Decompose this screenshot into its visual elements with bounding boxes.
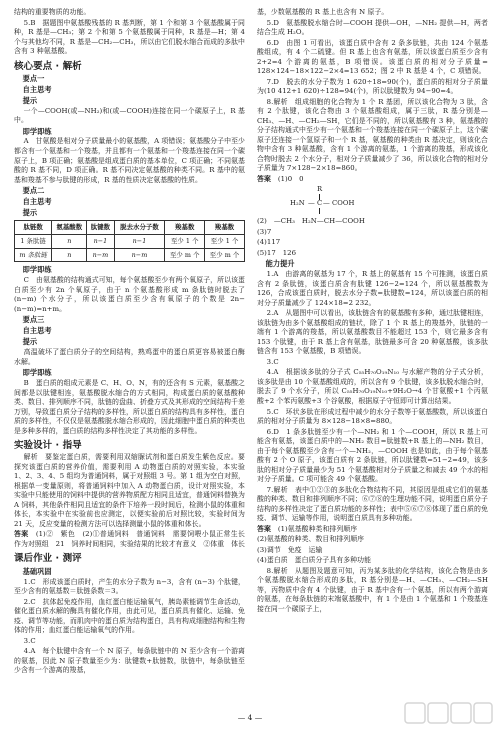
table-header-cell: 羧基数 [205,220,245,234]
section-title-core: 核心要点 · 解析 [14,60,82,72]
table-header-cell: 肽键数 [87,220,114,234]
table-cell: 至少 1 个 [205,234,245,248]
paragraph: 解析 要鉴定蛋白质，需要利用双缩脲试剂和蛋白质发生紫色反应。要探究该蛋白质的营养价值，需要利用 A 动物蛋白质的对照实验，本实验 1、2、3、4、5 组均为普通饲料，属于对照组 3 号。第 1 组为空白对照，根据单一变量原则，将普通饲料中加入 A 动物蛋白质，设计对照实验，本实验中只能使用的饲料中提供的营养物质配方相同且适宜，普通饲料替换为 A 饲料，其他条件相同且适宜的条件下培养一段时间后，检测小鼠的体重和体长，本实验中在实验前也应测定，以便实验前后对照比较，实验时间为 21 天，反应变量的检测方法可以选择测量小鼠的体重和体长。 [14,453,245,528]
paragraph: 6.D 由图 1 可看出，该蛋白质中含有 2 条多肽链，共由 124 个氨基酸组成，有 4 个二硫键。但 R 基上也含有氨基，所以该蛋白质至少含有 2+2=4 个游离的氨基，B 项错误。该蛋白质的相对分子质量= 128×124−18×122−2×4=13 652；图 2 中 R 基是 4 个，C 项错误。 [257,38,488,76]
paragraph: 7.D 脱去的水分子数为 1 620÷18=90(个)，蛋白质的相对分子质量为(10 412+1 620)÷128=94(个)，所以肽键数为 94−90=4。 [257,77,488,96]
paragraph: 4.A 根据该多肽的分子式 C₅₅H₇₀O₁₉N₁₀ 与水解产物的分子式分析，该多肽是由 10 个氨基酸组成的，所以含有 9 个肽键，该多肽脱水缩合时，脱去了 9 个水分子，所以 C₅₅H₇₀O₁₉N₁₀+9H₂O→4 个甘氨酸+1 个丙氨酸+2 个苯丙氨酸+3 个谷氨酸，根据原子守恒即可计算出结果。 [257,368,488,405]
answer-text: (1)② 紫色 (2)①普通饲料 普通饲料 需要饲喂小鼠正常生长 作为对照组 21 饲养时间相同，实验结果的比较才有意义 ②体重 体长 [14,530,252,548]
table-cell: 至少 1 个 [165,234,205,248]
answer-text: (1)氨基酸种类和排列顺序 [277,524,358,533]
subsection-self-think-2: 自主思考 [22,196,52,206]
table-header-cell: 肽链数 [15,220,52,234]
answer-line: (2) —CH₃ H₂N—CH—COOH [257,217,365,226]
answer-line: (3)7 [257,227,272,236]
table-row [15,248,245,262]
table-cell: 至少 m 个 [165,248,205,262]
paragraph: 1.C 形成该蛋白质时，产生的水分子数为 n−3，含有 (n−3) 个肽键，至少含有的氨基数＝肽链条数＝3。 [14,577,245,596]
answer-line: (5)17 126 [257,248,297,257]
table-header-cell: 氨基酸数 [52,220,87,234]
formula-bond-bottom [319,208,320,214]
subsection-point-3: 要点三 [22,315,45,325]
subsection-self-think-1: 自主思考 [22,84,52,94]
answer-line: (4)117 [257,238,281,247]
paragraph: 高温破坏了蛋白质分子的空间结构，熟鸡蛋中的蛋白质更容易被蛋白酶水解。 [14,348,245,366]
answer-text: (1)0 0 [277,174,304,183]
formula-alpha-carbon: C [317,199,323,208]
table-header-row [15,220,245,234]
subsection-practice-1: 即学即练 [22,126,52,136]
paragraph: 5.B 据题图中氨基酸残基的 R 基判断，第 1 个和第 3 个氨基酸属于同种，R 基是—CH₃；第 2 个和第 5 个氨基酸属于同种，R 基是—H；第 4 个与其他均不同，R 基是—CH₂—CH₃，所以由它们脱水缩合而成的多肽中含有 3 种氨基酸。 [14,18,245,56]
answer-line: (2)氨基酸的种类、数目和排列顺序 [257,535,365,544]
right-column [257,8,488,693]
subsection-hint-3: 提示 [22,337,38,347]
table-row [15,234,245,248]
paragraph: 2.C 抗体起免疫作用，血红蛋白能运输氧气，胰岛素能调节生命活动，催化蛋白质水解的酶具有催化作用，由此可见，蛋白质具有催化、运输、免疫、调节等功能，而肌肉中的蛋白质为结构蛋白，具有构成细胞结构和生物体的作用；血红蛋白能运输氧气的作用。 [14,597,245,635]
paragraph: 4.A 每个肽键中含有一个 N 原子，每条肽链中的 N 至少含有一个游离的氨基，因此 N 原子数量至少为：肽键数+肽链数，肽链中，每条肽链至少含有一个游离的羧基， [14,647,245,675]
answer-label: 答案 [257,174,271,183]
subsection-practice-3: 即学即练 [22,368,52,378]
table-cell: m 条肽链 [15,248,52,262]
answer-paragraph [257,175,488,185]
table-cell: n [52,248,87,262]
answer-paragraph [257,525,488,535]
left-column [14,8,252,693]
table-header-cell: 羧基数 [165,220,205,234]
subsection-point-1: 要点一 [22,73,45,83]
paragraph: 3.C [266,357,279,366]
section-title-homework: 课后作业 · 测评 [14,553,82,565]
section-title-experiment: 实验设计 · 指导 [14,440,82,452]
paragraph: 8.解析 从题图及题意可知，丙为某多肽的化学结构，该化合物是由多个氨基酸脱水缩合形成的多肽，R 基分别是—H、—CH₃、—CH₂—SH 等，丙物质中含有 4 个肽键，由于 R 基中含有一个氨基，所以有两个游离的氨基，在每条肽链的末端氨基酸中，有 1 个是由 1 个氨基和 1 个羧基连接在同一个碳原子上， [257,566,488,613]
answer-paragraph [14,530,252,549]
paragraph: 基，少数氨基酸的 R 基上也含有 N 原子。 [257,8,389,16]
subsection-improve: 能力提升 [265,259,295,269]
paragraph: 5.C 环状多肽在形成过程中减少的水分子数等于氨基酸数，所以该蛋白质的相对分子质量为 8×128−18×8=880。 [257,407,488,426]
subsection-self-think-3: 自主思考 [22,326,52,336]
paragraph: 7.解析 表中①②③的多肽化合物结构不同，其原因是组成它们的氨基酸的种类、数目和排列顺序不同；⑥⑦⑧的生理功能不同，说明蛋白质分子结构的多样性决定了蛋白质功能的多样性；表中⑤⑥⑦⑧体现了蛋白质的免疫、调节、运输等作用，说明蛋白质具有多种功能。 [257,485,488,523]
subsection-basic: 基础巩固 [22,566,52,576]
paragraph: 5.D 氨基酸脱水缩合时—COOH 提供—OH，—NH₂ 提供—H，两者结合生成 H₂O。 [257,18,488,37]
paragraph: A 甘氨酸是相对分子质量最小的氨基酸，A 项错误；氨基酸分子中至少都含有一个氨基和一个羧基，并且都有一个氨基和一个羧基连接在同一个碳原子上，B 项正确；氨基酸是组成蛋白质的基本单位，C 项正确；不同氨基酸的 R 基不同，D 项正确。R 基不同决定氨基酸的种类不同。R 基中的氨基和羧基不参与肽键的形成，R 基的性质决定氨基酸的性质。 [14,137,245,184]
answer-label: 答案 [14,530,29,539]
table-cell: n−m [87,248,114,262]
table-cell: n−1 [87,234,114,248]
paragraph: C 由氨基酸的结构通式可知，每个氨基酸至少有两个氧原子，所以该蛋白质至少有 2n 个氧原子，由于 n 个氨基酸形成 m 条肽链时脱去了 (n−m) 个水分子，所以该蛋白质至少含有氧原子的个数是 2n−(n−m)=n+m。 [14,276,245,313]
amino-acid-structural-formula: R H₂N — C — COOH [290,185,355,208]
paragraph: 6.D 1 条多肽链至少有一个—NH₂ 和 1 个—COOH，所以 R 基上可能含有氨基，该蛋白质中的—NH₂ 数目=肽链数+R 基上的—NH₂ 数目，由于每个氨基酸至少含有一个—NH₂，—COOH 也是如此，由于每个氨基酸有 2 个 O 原子，该蛋白质有 2 条肽链，所以肽键数=51−2=49，该多肽的相对分子质量最少为 51 个氨基酸相对分子质量之和减去 49 个水的相对分子质量。C 项可能含 49 个氨基酸。 [257,427,488,484]
table-header-cell: 脱去水分子数 [114,220,165,234]
amino-acid-table [14,220,245,262]
subsection-hint-1: 提示 [22,95,38,105]
subsection-hint-2: 提示 [22,207,38,217]
answer-line: (4)蛋白质 蛋白质分子具有多种功能 [257,556,372,565]
paragraph: B 蛋白质的组成元素是 C、H、O、N，有的还含有 S 元素，氨基酸之间都是以肽键相连，氨基酸脱水缩合的方式相同，构成蛋白质的氨基酸种类、数目、排列顺序不同，肽链的盘曲、折叠方式及其形成的空间结构千差万别，导致蛋白质分子结构的多样性，所以蛋白质的结构具有多样性，蛋白质的多样性，不仅仅是氨基酸脱水缩合形成的，因此细胞中蛋白质的种类也是多种多样的，蛋白质的结构多样性决定了其功能的多样性。 [14,379,245,435]
paragraph: 8.解析 组成细胞的化合物为 1 个 R 基团，所以该化合物为 3 肽，含有 2 个肽键，该化合物由 3 个氨基酸组成，属于三肽，R 基分别是—CH₃、—H、—CH₂—SH，它们是不同的，所以氨基酸有 3 种，氨基酸的分子结构通式中至少有一个氨基和一个羧基连接在同一个碳原子上，这个碳原子还连接一个氢原子和一个 R 基，氨基酸的种类由 R 基决定，则该化合物中含有 3 种氨基酸，含有 1 个游离的氨基，1 个游离的羧基，形成该化合物时脱去 2 个水分子，相对分子质量减少了 36，所以该化合物的相对分子质量为 7×128−2×18=860。 [257,97,488,173]
answer-line: (3)调节 免疫 运输 [257,545,323,554]
formula-r-group: R [317,185,323,194]
table-cell: n−m [114,248,165,262]
watermark-logo-icon [404,700,494,726]
subsection-point-2: 要点二 [22,186,45,196]
page-number: — 4 — [237,713,263,722]
table-cell: 1 条肽链 [15,234,52,248]
formula-amino-group: H₂N [290,199,305,208]
formula-carboxyl-group: COOH [332,199,355,208]
table-cell: 至少 m 个 [205,248,245,262]
table-cell: n−1 [114,234,165,248]
subsection-practice-2: 即学即练 [22,265,52,275]
paragraph: 一个—COOH(或—NH₂)和(或—COOH)连接在同一个碳原子上，R 基中。 [14,106,245,125]
paragraph: 1.A 由游离的氨基为 17 个，R 基上的氨基有 15 个可推测，该蛋白质含有 2 条肽链，该蛋白质含有肽键 126−2=124 个，所以氨基酸数为 126，合成该蛋白质时，脱去水分子数=肽键数=124，所以该蛋白质的相对分子质量减少了 124×18=2 232。 [257,270,488,307]
two-column-body [14,8,488,693]
table-cell: n [52,234,87,248]
answer-label: 答案 [257,524,271,533]
paragraph: 3.C [23,636,36,645]
paragraph: 2.A 从题图中可以看出，该肽链含有的氨基酸有多种，通过肽键相连，该肽链为由多个氨基酸组成的链状，除了 1 个 R 基上的羧基外，肽链的一端有 1 个游离的羧基，所以氨基酸数目不能超过 153 个，则它最多含有 153 个肽键，由于 R 基上含有氨基，肽链最多可含 20 种氨基酸，该多肽链含有 153 个氨基酸，B 项错误。 [257,309,488,356]
paragraph: 结构的重要物质的功能。 [14,8,91,16]
